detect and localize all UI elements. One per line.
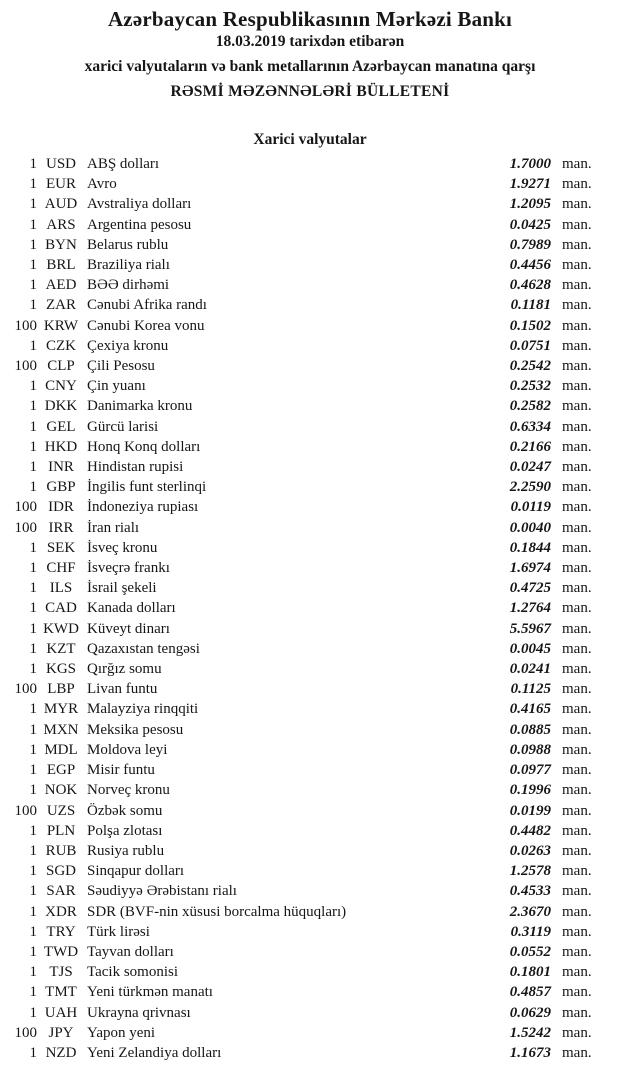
currency-row bbox=[0, 922, 608, 942]
currency-code: DKK bbox=[44, 398, 78, 415]
currency-row bbox=[0, 376, 608, 396]
exchange-rate-value: 0.4482 bbox=[509, 822, 551, 839]
unit-quantity: 1 bbox=[29, 438, 37, 455]
currency-code: CZK bbox=[46, 337, 76, 354]
effective-date-line: 18.03.2019 tarixdən etibarən bbox=[215, 33, 405, 50]
manat-unit-label: man. bbox=[562, 176, 592, 193]
currency-name: Özbək somu bbox=[87, 802, 163, 819]
unit-quantity: 1 bbox=[29, 459, 37, 476]
manat-unit-label: man. bbox=[562, 620, 592, 637]
currency-code: ILS bbox=[49, 580, 73, 597]
exchange-rate-value: 1.6974 bbox=[509, 560, 551, 577]
bulletin-title: RƏSMİ MƏZƏNNƏLƏRİ BÜLLETENİ bbox=[170, 83, 450, 100]
unit-quantity: 1 bbox=[29, 721, 37, 738]
exchange-rate-value: 0.7989 bbox=[509, 236, 551, 253]
currency-row bbox=[0, 477, 608, 497]
currency-row bbox=[0, 255, 608, 275]
manat-unit-label: man. bbox=[562, 1004, 592, 1021]
currency-code: NZD bbox=[45, 1044, 77, 1061]
currency-code: CAD bbox=[45, 600, 77, 617]
bank-name-title: Azərbaycan Respublikasının Mərkəzi Bankı bbox=[107, 7, 513, 31]
manat-unit-label: man. bbox=[562, 903, 592, 920]
currency-row bbox=[0, 316, 608, 336]
unit-quantity: 1 bbox=[29, 378, 37, 395]
manat-unit-label: man. bbox=[562, 943, 592, 960]
exchange-rate-value: 0.4456 bbox=[509, 257, 551, 274]
unit-quantity: 1 bbox=[29, 964, 37, 981]
currency-row bbox=[0, 780, 608, 800]
unit-quantity: 1 bbox=[29, 943, 37, 960]
currency-row bbox=[0, 801, 608, 821]
currency-row bbox=[0, 760, 608, 780]
currency-row bbox=[0, 598, 608, 618]
exchange-rate-value: 1.2578 bbox=[509, 863, 551, 880]
unit-quantity: 1 bbox=[29, 701, 37, 718]
currency-code: TJS bbox=[49, 964, 73, 981]
currency-name: SDR (BVF-nin xüsusi borcalma hüquqları) bbox=[87, 903, 347, 920]
exchange-rate-value: 0.4725 bbox=[509, 580, 551, 597]
currency-code: KGS bbox=[45, 661, 76, 678]
unit-quantity: 1 bbox=[29, 257, 37, 274]
exchange-rate-value: 0.4857 bbox=[509, 984, 551, 1001]
currency-name: Çexiya kronu bbox=[87, 337, 169, 354]
exchange-rate-value: 0.0199 bbox=[509, 802, 551, 819]
exchange-rate-value: 0.4533 bbox=[509, 883, 551, 900]
manat-unit-label: man. bbox=[562, 499, 592, 516]
exchange-rate-value: 0.1996 bbox=[509, 782, 551, 799]
currency-name: Braziliya rialı bbox=[87, 257, 170, 274]
currency-code: SAR bbox=[46, 883, 76, 900]
manat-unit-label: man. bbox=[562, 802, 592, 819]
currency-code: AED bbox=[45, 277, 77, 294]
currency-code: AUD bbox=[44, 196, 78, 213]
currency-name: İsrail şekeli bbox=[87, 580, 157, 597]
currency-row bbox=[0, 437, 608, 457]
manat-unit-label: man. bbox=[562, 1044, 592, 1061]
currency-name: Avstraliya dolları bbox=[87, 196, 192, 213]
currency-name: Honq Konq dolları bbox=[87, 438, 201, 455]
unit-quantity: 1 bbox=[29, 782, 37, 799]
document-header bbox=[0, 0, 620, 103]
currency-row bbox=[0, 558, 608, 578]
manat-unit-label: man. bbox=[562, 418, 592, 435]
currency-name: BƏƏ dirhəmi bbox=[87, 277, 170, 294]
manat-unit-label: man. bbox=[562, 580, 592, 597]
unit-quantity: 100 bbox=[14, 1024, 37, 1041]
currency-row bbox=[0, 518, 608, 538]
exchange-rate-value: 0.0247 bbox=[509, 459, 551, 476]
exchange-rate-value: 0.0263 bbox=[509, 842, 551, 859]
currency-row bbox=[0, 659, 608, 679]
currency-name: Belarus rublu bbox=[87, 236, 169, 253]
currency-name: Misir funtu bbox=[87, 762, 155, 779]
currency-name: Tayvan dolları bbox=[87, 943, 174, 960]
currency-row bbox=[0, 356, 608, 376]
currency-code: IRR bbox=[48, 519, 74, 536]
currency-row bbox=[0, 578, 608, 598]
exchange-rate-value: 1.9271 bbox=[509, 176, 551, 193]
currency-code: CLP bbox=[47, 358, 75, 375]
currency-row bbox=[0, 336, 608, 356]
currency-code: SGD bbox=[45, 863, 76, 880]
currency-row bbox=[0, 457, 608, 477]
currency-code: IDR bbox=[48, 499, 74, 516]
manat-unit-label: man. bbox=[562, 539, 592, 556]
unit-quantity: 1 bbox=[29, 600, 37, 617]
currency-code: CNY bbox=[45, 378, 77, 395]
currency-row bbox=[0, 235, 608, 255]
currency-name: Polşa zlotası bbox=[87, 822, 163, 839]
exchange-rate-value: 0.0241 bbox=[509, 661, 551, 678]
unit-quantity: 1 bbox=[29, 903, 37, 920]
manat-unit-label: man. bbox=[562, 661, 592, 678]
currency-name: Danimarka kronu bbox=[87, 398, 193, 415]
currency-row bbox=[0, 902, 608, 922]
currency-row bbox=[0, 639, 608, 659]
currency-row bbox=[0, 679, 608, 699]
manat-unit-label: man. bbox=[562, 459, 592, 476]
exchange-rate-value: 0.1125 bbox=[510, 681, 551, 698]
exchange-rate-value: 0.0040 bbox=[509, 519, 551, 536]
currency-code: EGP bbox=[46, 762, 76, 779]
currency-code: JPY bbox=[48, 1024, 74, 1041]
currency-name: İsveç kronu bbox=[87, 539, 158, 556]
currency-row bbox=[0, 1023, 608, 1043]
currency-name: ABŞ dolları bbox=[87, 156, 160, 172]
manat-unit-label: man. bbox=[562, 398, 592, 415]
manat-unit-label: man. bbox=[562, 479, 592, 496]
exchange-rate-value: 0.0977 bbox=[509, 762, 551, 779]
manat-unit-label: man. bbox=[562, 762, 592, 779]
currency-name: Qırğız somu bbox=[87, 661, 162, 678]
currency-name: İsveçrə frankı bbox=[87, 560, 170, 577]
currency-row bbox=[0, 962, 608, 982]
currency-code: TRY bbox=[46, 923, 76, 940]
currency-name: Qazaxıstan tengəsi bbox=[87, 640, 200, 657]
exchange-rate-value: 1.7000 bbox=[509, 156, 551, 172]
currency-row bbox=[0, 619, 608, 639]
currency-code: NOK bbox=[44, 782, 78, 799]
currency-name: İngilis funt sterlinqi bbox=[87, 479, 207, 496]
manat-unit-label: man. bbox=[562, 782, 592, 799]
manat-unit-label: man. bbox=[562, 640, 592, 657]
currency-code: LBP bbox=[47, 681, 75, 698]
currency-code: KZT bbox=[46, 640, 76, 657]
exchange-rate-value: 0.0751 bbox=[509, 337, 551, 354]
unit-quantity: 1 bbox=[29, 762, 37, 779]
currency-name: Kanada dolları bbox=[87, 600, 176, 617]
exchange-rate-value: 1.1673 bbox=[509, 1044, 551, 1061]
currency-code: PLN bbox=[46, 822, 76, 839]
unit-quantity: 1 bbox=[29, 539, 37, 556]
manat-unit-label: man. bbox=[562, 438, 592, 455]
exchange-rate-value: 0.4628 bbox=[509, 277, 551, 294]
unit-quantity: 1 bbox=[29, 236, 37, 253]
currency-row bbox=[0, 1043, 608, 1063]
currency-row bbox=[0, 740, 608, 760]
manat-unit-label: man. bbox=[562, 317, 592, 334]
currency-name: Malayziya rinqqiti bbox=[87, 701, 199, 718]
exchange-rate-value: 0.0988 bbox=[509, 741, 551, 758]
manat-unit-label: man. bbox=[562, 236, 592, 253]
unit-quantity: 1 bbox=[29, 640, 37, 657]
unit-quantity: 100 bbox=[14, 519, 37, 536]
currency-code: UZS bbox=[46, 802, 76, 819]
exchange-rate-value: 1.2095 bbox=[509, 196, 551, 213]
unit-quantity: 100 bbox=[14, 802, 37, 819]
currency-name: İndoneziya rupiası bbox=[87, 499, 199, 516]
currency-row bbox=[0, 982, 608, 1002]
exchange-rate-value: 0.0045 bbox=[509, 640, 551, 657]
currency-row bbox=[0, 720, 608, 740]
currency-code: KRW bbox=[43, 317, 79, 334]
currency-name: Küveyt dinarı bbox=[87, 620, 170, 637]
currency-row bbox=[0, 821, 608, 841]
manat-unit-label: man. bbox=[562, 681, 592, 698]
currency-row bbox=[0, 194, 608, 214]
unit-quantity: 1 bbox=[29, 297, 37, 314]
unit-quantity: 100 bbox=[14, 681, 37, 698]
exchange-rate-value: 0.3119 bbox=[510, 923, 551, 940]
manat-unit-label: man. bbox=[562, 196, 592, 213]
unit-quantity: 1 bbox=[29, 580, 37, 597]
manat-unit-label: man. bbox=[562, 741, 592, 758]
currency-row bbox=[0, 881, 608, 901]
currency-name: Yeni Zelandiya dolları bbox=[87, 1044, 222, 1061]
currency-code: MDL bbox=[44, 741, 78, 758]
exchange-rate-value: 0.2532 bbox=[509, 378, 551, 395]
unit-quantity: 1 bbox=[29, 822, 37, 839]
currency-name: Yapon yeni bbox=[87, 1024, 156, 1041]
currency-name: Rusiya rublu bbox=[87, 842, 165, 859]
unit-quantity: 1 bbox=[29, 196, 37, 213]
currency-row bbox=[0, 538, 608, 558]
exchange-rate-value: 0.0885 bbox=[509, 721, 551, 738]
manat-unit-label: man. bbox=[562, 156, 592, 172]
currency-name: Hindistan rupisi bbox=[87, 459, 184, 476]
exchange-rate-value: 1.2764 bbox=[509, 600, 551, 617]
currency-code: KWD bbox=[43, 620, 79, 637]
currency-rate-table bbox=[0, 154, 620, 1063]
currency-row bbox=[0, 295, 608, 315]
currency-name: Cənubi Afrika randı bbox=[87, 297, 207, 314]
currency-code: MYR bbox=[43, 701, 79, 718]
exchange-rate-value: 0.6334 bbox=[509, 418, 551, 435]
currency-code: TWD bbox=[43, 943, 79, 960]
currency-row bbox=[0, 861, 608, 881]
exchange-rate-value: 0.1801 bbox=[509, 964, 551, 981]
unit-quantity: 1 bbox=[29, 863, 37, 880]
currency-row bbox=[0, 942, 608, 962]
manat-unit-label: man. bbox=[562, 277, 592, 294]
exchange-rate-value: 0.0119 bbox=[510, 499, 551, 516]
currency-code: INR bbox=[48, 459, 74, 476]
exchange-rate-value: 0.0425 bbox=[509, 216, 551, 233]
currency-row bbox=[0, 417, 608, 437]
unit-quantity: 1 bbox=[29, 176, 37, 193]
exchange-rate-value: 0.1181 bbox=[510, 297, 551, 314]
exchange-rate-value: 0.0629 bbox=[509, 1004, 551, 1021]
unit-quantity: 1 bbox=[29, 560, 37, 577]
exchange-rate-value: 0.1844 bbox=[509, 539, 551, 556]
currency-code: BRL bbox=[46, 257, 76, 274]
manat-unit-label: man. bbox=[562, 701, 592, 718]
currency-code: USD bbox=[45, 156, 76, 172]
unit-quantity: 100 bbox=[14, 499, 37, 516]
unit-quantity: 1 bbox=[29, 216, 37, 233]
exchange-rate-value: 0.0552 bbox=[509, 943, 551, 960]
currency-name: Argentina pesosu bbox=[87, 216, 192, 233]
manat-unit-label: man. bbox=[562, 378, 592, 395]
manat-unit-label: man. bbox=[562, 297, 592, 314]
unit-quantity: 1 bbox=[29, 337, 37, 354]
currency-code: BYN bbox=[45, 236, 77, 253]
exchange-rate-value: 2.2590 bbox=[509, 479, 551, 496]
manat-unit-label: man. bbox=[562, 863, 592, 880]
manat-unit-label: man. bbox=[562, 600, 592, 617]
currency-code: TMT bbox=[45, 984, 77, 1001]
manat-unit-label: man. bbox=[562, 923, 592, 940]
currency-code: XDR bbox=[45, 903, 77, 920]
manat-unit-label: man. bbox=[562, 964, 592, 981]
currency-name: Livan funtu bbox=[87, 681, 158, 698]
currency-code: ZAR bbox=[46, 297, 76, 314]
unit-quantity: 1 bbox=[29, 398, 37, 415]
scope-line: xarici valyutaların və bank metallarının Azərbaycan manatına qarşı bbox=[84, 58, 536, 75]
unit-quantity: 1 bbox=[29, 661, 37, 678]
currency-name: Ukrayna qrivnası bbox=[87, 1004, 191, 1021]
currency-row bbox=[0, 154, 608, 174]
currency-name: Norveç kronu bbox=[87, 782, 170, 799]
currency-row bbox=[0, 497, 608, 517]
currency-name: Çin yuanı bbox=[87, 378, 146, 395]
currency-name: İran rialı bbox=[87, 519, 140, 536]
unit-quantity: 1 bbox=[29, 883, 37, 900]
unit-quantity: 1 bbox=[29, 277, 37, 294]
currency-row bbox=[0, 699, 608, 719]
exchange-rate-value: 5.5967 bbox=[509, 620, 551, 637]
currency-code: GBP bbox=[46, 479, 76, 496]
currency-name: Səudiyyə Ərəbistanı rialı bbox=[87, 883, 237, 900]
unit-quantity: 1 bbox=[29, 984, 37, 1001]
currency-row bbox=[0, 174, 608, 194]
currency-name: Yeni türkmən manatı bbox=[87, 984, 213, 1001]
currency-code: GEL bbox=[46, 418, 76, 435]
unit-quantity: 1 bbox=[29, 479, 37, 496]
unit-quantity: 1 bbox=[29, 1004, 37, 1021]
currency-name: Gürcü larisi bbox=[87, 418, 159, 435]
exchange-rate-value: 1.5242 bbox=[509, 1024, 551, 1041]
manat-unit-label: man. bbox=[562, 1024, 592, 1041]
currency-name: Cənubi Korea vonu bbox=[87, 317, 205, 334]
currency-code: ARS bbox=[46, 216, 76, 233]
currency-name: Türk lirəsi bbox=[87, 923, 150, 940]
currency-row bbox=[0, 215, 608, 235]
exchange-rate-value: 2.3670 bbox=[509, 903, 551, 920]
unit-quantity: 1 bbox=[29, 923, 37, 940]
currency-name: Avro bbox=[87, 176, 117, 193]
manat-unit-label: man. bbox=[562, 822, 592, 839]
unit-quantity: 1 bbox=[29, 418, 37, 435]
unit-quantity: 1 bbox=[29, 842, 37, 859]
unit-quantity: 1 bbox=[29, 156, 37, 172]
manat-unit-label: man. bbox=[562, 257, 592, 274]
unit-quantity: 1 bbox=[29, 620, 37, 637]
manat-unit-label: man. bbox=[562, 216, 592, 233]
unit-quantity: 1 bbox=[29, 741, 37, 758]
currency-name: Meksika pesosu bbox=[87, 721, 184, 738]
currency-name: Moldova leyi bbox=[87, 741, 168, 758]
currency-code: CHF bbox=[46, 560, 76, 577]
currency-code: MXN bbox=[43, 721, 79, 738]
exchange-rate-value: 0.2582 bbox=[509, 398, 551, 415]
currency-code: EUR bbox=[46, 176, 76, 193]
currency-row bbox=[0, 841, 608, 861]
currency-code: HKD bbox=[44, 438, 78, 455]
currency-name: Tacik somonisi bbox=[87, 964, 179, 981]
currency-code: UAH bbox=[44, 1004, 78, 1021]
manat-unit-label: man. bbox=[562, 842, 592, 859]
manat-unit-label: man. bbox=[562, 721, 592, 738]
currency-row bbox=[0, 275, 608, 295]
exchange-rate-value: 0.1502 bbox=[509, 317, 551, 334]
currency-name: Sinqapur dolları bbox=[87, 863, 185, 880]
currency-name: Çili Pesosu bbox=[87, 358, 155, 375]
unit-quantity: 100 bbox=[14, 317, 37, 334]
currency-code: SEK bbox=[46, 539, 76, 556]
exchange-rate-value: 0.2166 bbox=[509, 438, 551, 455]
exchange-rate-value: 0.2542 bbox=[509, 358, 551, 375]
manat-unit-label: man. bbox=[562, 358, 592, 375]
currency-row bbox=[0, 396, 608, 416]
manat-unit-label: man. bbox=[562, 519, 592, 536]
manat-unit-label: man. bbox=[562, 984, 592, 1001]
manat-unit-label: man. bbox=[562, 883, 592, 900]
section-title-foreign-currencies: Xarici valyutalar bbox=[253, 131, 367, 148]
exchange-rate-value: 0.4165 bbox=[509, 701, 551, 718]
manat-unit-label: man. bbox=[562, 337, 592, 354]
currency-code: RUB bbox=[45, 842, 77, 859]
unit-quantity: 100 bbox=[14, 358, 37, 375]
manat-unit-label: man. bbox=[562, 560, 592, 577]
unit-quantity: 1 bbox=[29, 1044, 37, 1061]
currency-row bbox=[0, 1003, 608, 1023]
